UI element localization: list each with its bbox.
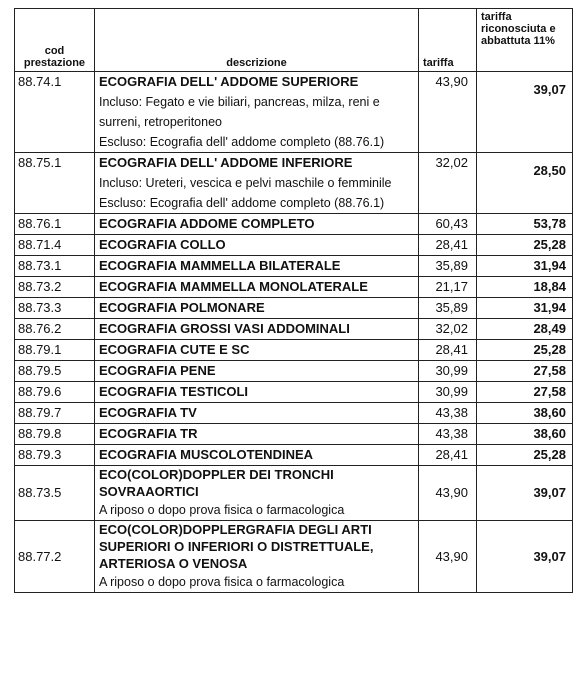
cell-descrizione xyxy=(95,340,419,361)
cell-tariffa: 21,17 xyxy=(419,277,477,298)
header-cod: cod prestazione xyxy=(15,9,95,72)
table-body xyxy=(15,72,573,593)
cell-tariffa-riconosciuta: 27,58 xyxy=(477,382,573,403)
cell-descrizione xyxy=(95,466,419,521)
prestazione-title: ECOGRAFIA POLMONARE xyxy=(99,300,265,315)
prestazione-title: ECOGRAFIA DELL' ADDOME INFERIORE xyxy=(99,155,353,170)
cell-tariffa-riconosciuta: 31,94 xyxy=(477,256,573,277)
cell-tariffa-riconosciuta: 39,07 xyxy=(477,521,573,593)
cell-descrizione xyxy=(95,277,419,298)
table-row xyxy=(15,256,573,277)
cell-descrizione xyxy=(95,319,419,340)
cell-tariffa: 28,41 xyxy=(419,235,477,256)
table-row xyxy=(15,403,573,424)
cell-tariffa: 28,41 xyxy=(419,445,477,466)
cell-tariffa: 43,38 xyxy=(419,424,477,445)
cell-descrizione xyxy=(95,382,419,403)
prestazione-note: A riposo o dopo prova fisica o farmacologica xyxy=(99,575,345,589)
cell-cod-prestazione: 88.73.2 xyxy=(15,277,95,298)
cell-tariffa-riconosciuta: 39,07 xyxy=(477,72,573,153)
table-row xyxy=(15,319,573,340)
prestazione-title: ECOGRAFIA DELL' ADDOME SUPERIORE xyxy=(99,74,359,89)
cell-tariffa-riconosciuta: 25,28 xyxy=(477,445,573,466)
cell-tariffa: 43,90 xyxy=(419,72,477,153)
cell-descrizione xyxy=(95,235,419,256)
cell-cod-prestazione: 88.77.2 xyxy=(15,521,95,593)
cell-cod-prestazione: 88.71.4 xyxy=(15,235,95,256)
prestazione-title: ECOGRAFIA GROSSI VASI ADDOMINALI xyxy=(99,321,350,336)
cell-tariffa: 43,90 xyxy=(419,521,477,593)
cell-descrizione xyxy=(95,445,419,466)
cell-tariffa: 32,02 xyxy=(419,319,477,340)
table-row xyxy=(15,521,573,593)
cell-tariffa: 43,38 xyxy=(419,403,477,424)
cell-tariffa: 35,89 xyxy=(419,256,477,277)
table-header-row xyxy=(15,9,573,72)
cell-tariffa: 32,02 xyxy=(419,153,477,214)
tariff-table xyxy=(14,8,573,593)
cell-descrizione xyxy=(95,214,419,235)
table-row xyxy=(15,340,573,361)
prestazione-note: A riposo o dopo prova fisica o farmacologica xyxy=(99,503,345,517)
header-descrizione: descrizione xyxy=(95,9,419,72)
prestazione-title: ECOGRAFIA MAMMELLA BILATERALE xyxy=(99,258,341,273)
header-tariffa: tariffa xyxy=(419,9,477,72)
cell-tariffa: 43,90 xyxy=(419,466,477,521)
prestazione-title: ECOGRAFIA PENE xyxy=(99,363,216,378)
cell-tariffa: 30,99 xyxy=(419,382,477,403)
cell-tariffa-riconosciuta: 18,84 xyxy=(477,277,573,298)
prestazione-note: Escluso: Ecografia dell' addome completo (88.76.1) xyxy=(99,196,385,210)
table-row xyxy=(15,72,573,153)
cell-descrizione xyxy=(95,424,419,445)
cell-cod-prestazione: 88.79.3 xyxy=(15,445,95,466)
table-row xyxy=(15,424,573,445)
cell-descrizione xyxy=(95,361,419,382)
prestazione-title: ECO(COLOR)DOPPLER DEI TRONCHI SOVRAAORTICI xyxy=(99,467,334,499)
cell-cod-prestazione: 88.76.1 xyxy=(15,214,95,235)
cell-tariffa-riconosciuta: 27,58 xyxy=(477,361,573,382)
cell-cod-prestazione: 88.75.1 xyxy=(15,153,95,214)
cell-cod-prestazione: 88.73.5 xyxy=(15,466,95,521)
prestazione-title: ECOGRAFIA MAMMELLA MONOLATERALE xyxy=(99,279,368,294)
cell-descrizione xyxy=(95,521,419,593)
cell-descrizione xyxy=(95,153,419,214)
cell-cod-prestazione: 88.79.5 xyxy=(15,361,95,382)
cell-tariffa-riconosciuta: 28,50 xyxy=(477,153,573,214)
cell-cod-prestazione: 88.74.1 xyxy=(15,72,95,153)
cell-tariffa-riconosciuta: 53,78 xyxy=(477,214,573,235)
cell-tariffa: 35,89 xyxy=(419,298,477,319)
cell-tariffa-riconosciuta: 38,60 xyxy=(477,424,573,445)
header-tariffa-riconosciuta: tariffa riconosciuta e abbattuta 11% xyxy=(477,9,573,72)
prestazione-note: Incluso: Ureteri, vescica e pelvi maschile o femminile xyxy=(99,176,392,190)
prestazione-title: ECOGRAFIA TESTICOLI xyxy=(99,384,249,399)
cell-descrizione xyxy=(95,72,419,153)
tariff-document xyxy=(14,8,572,593)
prestazione-title: ECOGRAFIA MUSCOLOTENDINEA xyxy=(99,447,314,462)
prestazione-title: ECOGRAFIA TV xyxy=(99,405,197,420)
table-row xyxy=(15,214,573,235)
table-row xyxy=(15,153,573,214)
cell-descrizione xyxy=(95,403,419,424)
table-row xyxy=(15,298,573,319)
cell-cod-prestazione: 88.79.8 xyxy=(15,424,95,445)
prestazione-title: ECOGRAFIA COLLO xyxy=(99,237,226,252)
prestazione-note: Incluso: Fegato e vie biliari, pancreas, milza, reni e surreni, retroperitoneo xyxy=(99,95,380,129)
prestazione-title: ECOGRAFIA TR xyxy=(99,426,198,441)
table-row xyxy=(15,382,573,403)
cell-tariffa-riconosciuta: 31,94 xyxy=(477,298,573,319)
cell-tariffa-riconosciuta: 25,28 xyxy=(477,340,573,361)
cell-cod-prestazione: 88.79.6 xyxy=(15,382,95,403)
cell-cod-prestazione: 88.79.1 xyxy=(15,340,95,361)
table-row xyxy=(15,361,573,382)
table-row xyxy=(15,466,573,521)
prestazione-note: Escluso: Ecografia dell' addome completo (88.76.1) xyxy=(99,135,385,149)
table-row xyxy=(15,277,573,298)
cell-tariffa-riconosciuta: 38,60 xyxy=(477,403,573,424)
table-row xyxy=(15,235,573,256)
cell-cod-prestazione: 88.73.1 xyxy=(15,256,95,277)
cell-tariffa: 28,41 xyxy=(419,340,477,361)
cell-tariffa: 60,43 xyxy=(419,214,477,235)
prestazione-title: ECO(COLOR)DOPPLERGRAFIA DEGLI ARTI SUPERIORI O INFERIORI O DISTRETTUALE, ARTERIOSA O VENOSA xyxy=(99,522,374,571)
cell-tariffa-riconosciuta: 28,49 xyxy=(477,319,573,340)
cell-tariffa-riconosciuta: 25,28 xyxy=(477,235,573,256)
cell-descrizione xyxy=(95,256,419,277)
cell-cod-prestazione: 88.73.3 xyxy=(15,298,95,319)
cell-descrizione xyxy=(95,298,419,319)
cell-cod-prestazione: 88.79.7 xyxy=(15,403,95,424)
prestazione-title: ECOGRAFIA ADDOME COMPLETO xyxy=(99,216,315,231)
cell-tariffa: 30,99 xyxy=(419,361,477,382)
prestazione-title: ECOGRAFIA CUTE E SC xyxy=(99,342,250,357)
table-row xyxy=(15,445,573,466)
cell-cod-prestazione: 88.76.2 xyxy=(15,319,95,340)
cell-tariffa-riconosciuta: 39,07 xyxy=(477,466,573,521)
